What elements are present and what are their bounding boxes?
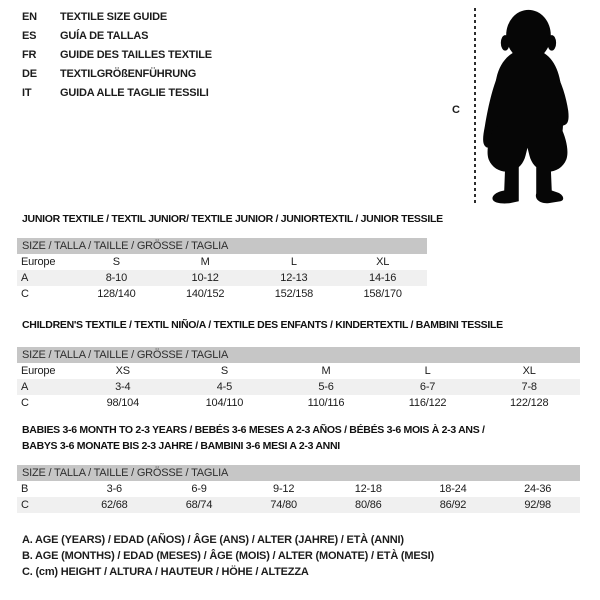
- size-cell: 18-24: [439, 483, 467, 495]
- baby-silhouette-icon: [479, 6, 576, 208]
- size-cell: 12-13: [250, 270, 339, 286]
- guide-title: GUIDE DES TAILLES TEXTILE: [60, 49, 212, 61]
- size-bar-row: [17, 465, 580, 481]
- table-row: [17, 379, 580, 395]
- height-measure-label: C: [452, 104, 460, 116]
- size-bar-label: SIZE / TALLA / TAILLE / GRÖSSE / TAGLIA: [17, 238, 427, 254]
- table-row: [17, 481, 580, 497]
- section-heading-children: CHILDREN'S TEXTILE / TEXTIL NIÑO/A / TEXTILE DES ENFANTS / KINDERTEXTIL / BAMBINI TESSILE: [22, 319, 503, 331]
- size-cell: 92/98: [495, 497, 580, 513]
- size-cell: 24-36: [524, 483, 552, 495]
- language-row: [22, 8, 212, 27]
- guide-title: TEXTILGRÖßENFÜHRUNG: [60, 68, 197, 80]
- table-row: [17, 395, 580, 411]
- silhouette-leg-left: [492, 165, 518, 203]
- size-cell: 80/86: [326, 497, 411, 513]
- size-cell: 104/110: [205, 397, 244, 409]
- guide-title: GUIDA ALLE TAGLIE TESSILI: [60, 87, 209, 99]
- size-cell: L: [290, 256, 297, 268]
- size-cell: XS: [115, 365, 130, 377]
- size-cell: 6-7: [377, 379, 479, 395]
- size-cell: 110/116: [307, 397, 345, 409]
- table-row: [17, 254, 427, 270]
- size-bar-row: [17, 238, 427, 254]
- size-bar-label: SIZE / TALLA / TAILLE / GRÖSSE / TAGLIA: [17, 465, 580, 481]
- size-cell: XL: [522, 365, 536, 377]
- size-cell: 122/128: [510, 397, 549, 409]
- silhouette-ear-left: [501, 35, 510, 51]
- size-cell: 4-5: [174, 379, 276, 395]
- size-cell: 158/170: [363, 288, 402, 300]
- language-row: [22, 65, 212, 84]
- size-cell: L: [424, 365, 431, 377]
- language-row: [22, 46, 212, 65]
- footnote-line: A. AGE (YEARS) / EDAD (AÑOS) / ÂGE (ANS) / ALTER (JAHRE) / ETÀ (ANNI): [22, 534, 404, 546]
- size-cell: 14-16: [338, 270, 427, 286]
- size-cell: 128/140: [97, 288, 136, 300]
- silhouette-shorts: [488, 126, 568, 171]
- section-heading-junior: JUNIOR TEXTILE / TEXTIL JUNIOR/ TEXTILE JUNIOR / JUNIORTEXTIL / JUNIOR TESSILE: [22, 213, 443, 225]
- size-cell: 3-6: [106, 483, 122, 495]
- footnote-line: B. AGE (MONTHS) / EDAD (MESES) / ÂGE (MOIS) / ALTER (MONATE) / ETÀ (MESI): [22, 550, 434, 562]
- size-cell: 86/92: [411, 497, 496, 513]
- size-cell: 140/152: [185, 288, 225, 300]
- table-row: [17, 497, 580, 513]
- section-heading-babies: [22, 422, 485, 454]
- row-label: C: [17, 497, 72, 513]
- size-cell: 7-8: [478, 379, 580, 395]
- size-cell: S: [112, 256, 120, 268]
- size-cell: XL: [376, 256, 390, 268]
- language-code: FR: [22, 49, 37, 61]
- table-row: [17, 286, 427, 302]
- size-cell: S: [220, 365, 228, 377]
- size-cell: M: [321, 365, 331, 377]
- row-label: A: [17, 379, 72, 395]
- table-row: [17, 363, 580, 379]
- footnote-line: C. (cm) HEIGHT / ALTURA / HAUTEUR / HÖHE / ALTEZZA: [22, 566, 309, 578]
- size-bar-label: SIZE / TALLA / TAILLE / GRÖSSE / TAGLIA: [17, 347, 580, 363]
- guide-title: GUÍA DE TALLAS: [60, 30, 149, 42]
- row-label: C: [21, 288, 29, 300]
- language-code: IT: [22, 87, 32, 99]
- legend-footnotes: [22, 532, 434, 580]
- row-label: B: [21, 483, 29, 495]
- table-row: [17, 270, 427, 286]
- language-code: DE: [22, 68, 37, 80]
- row-label: A: [17, 270, 72, 286]
- size-cell: 152/158: [274, 288, 314, 300]
- babies-size-table: [17, 465, 580, 513]
- silhouette-ear-right: [547, 35, 556, 51]
- guide-title: TEXTILE SIZE GUIDE: [60, 11, 168, 23]
- row-label: Europe: [21, 365, 56, 377]
- children-size-table: [17, 347, 580, 411]
- silhouette-leg-right: [536, 167, 563, 203]
- size-cell: 12-18: [354, 483, 382, 495]
- size-cell: 6-9: [191, 483, 207, 495]
- size-cell: 68/74: [157, 497, 242, 513]
- size-cell: 10-12: [161, 270, 250, 286]
- size-bar-row: [17, 347, 580, 363]
- language-row: [22, 84, 212, 103]
- language-list: [22, 8, 212, 103]
- size-cell: 5-6: [275, 379, 377, 395]
- size-cell: 62/68: [72, 497, 157, 513]
- height-measure-dashed-line: [474, 8, 476, 206]
- size-cell: 116/122: [408, 397, 447, 409]
- junior-size-table: [17, 238, 427, 302]
- language-row: [22, 27, 212, 46]
- size-cell: 98/104: [106, 397, 140, 409]
- language-code: EN: [22, 11, 37, 23]
- row-label: C: [21, 397, 29, 409]
- section-heading-babies-line1: BABIES 3-6 MONTH TO 2-3 YEARS / BEBÉS 3-6 MESES A 2-3 AÑOS / BÉBÉS 3-6 MOIS À 2-3 ANS /: [22, 424, 485, 436]
- row-label: Europe: [21, 256, 56, 268]
- size-cell: 74/80: [241, 497, 326, 513]
- size-cell: M: [200, 256, 210, 268]
- size-cell: 8-10: [72, 270, 161, 286]
- section-heading-babies-line2: BABYS 3-6 MONATE BIS 2-3 JAHRE / BAMBINI 3-6 MESI A 2-3 ANNI: [22, 440, 340, 452]
- size-cell: 9-12: [273, 483, 295, 495]
- size-cell: 3-4: [72, 379, 174, 395]
- language-code: ES: [22, 30, 37, 42]
